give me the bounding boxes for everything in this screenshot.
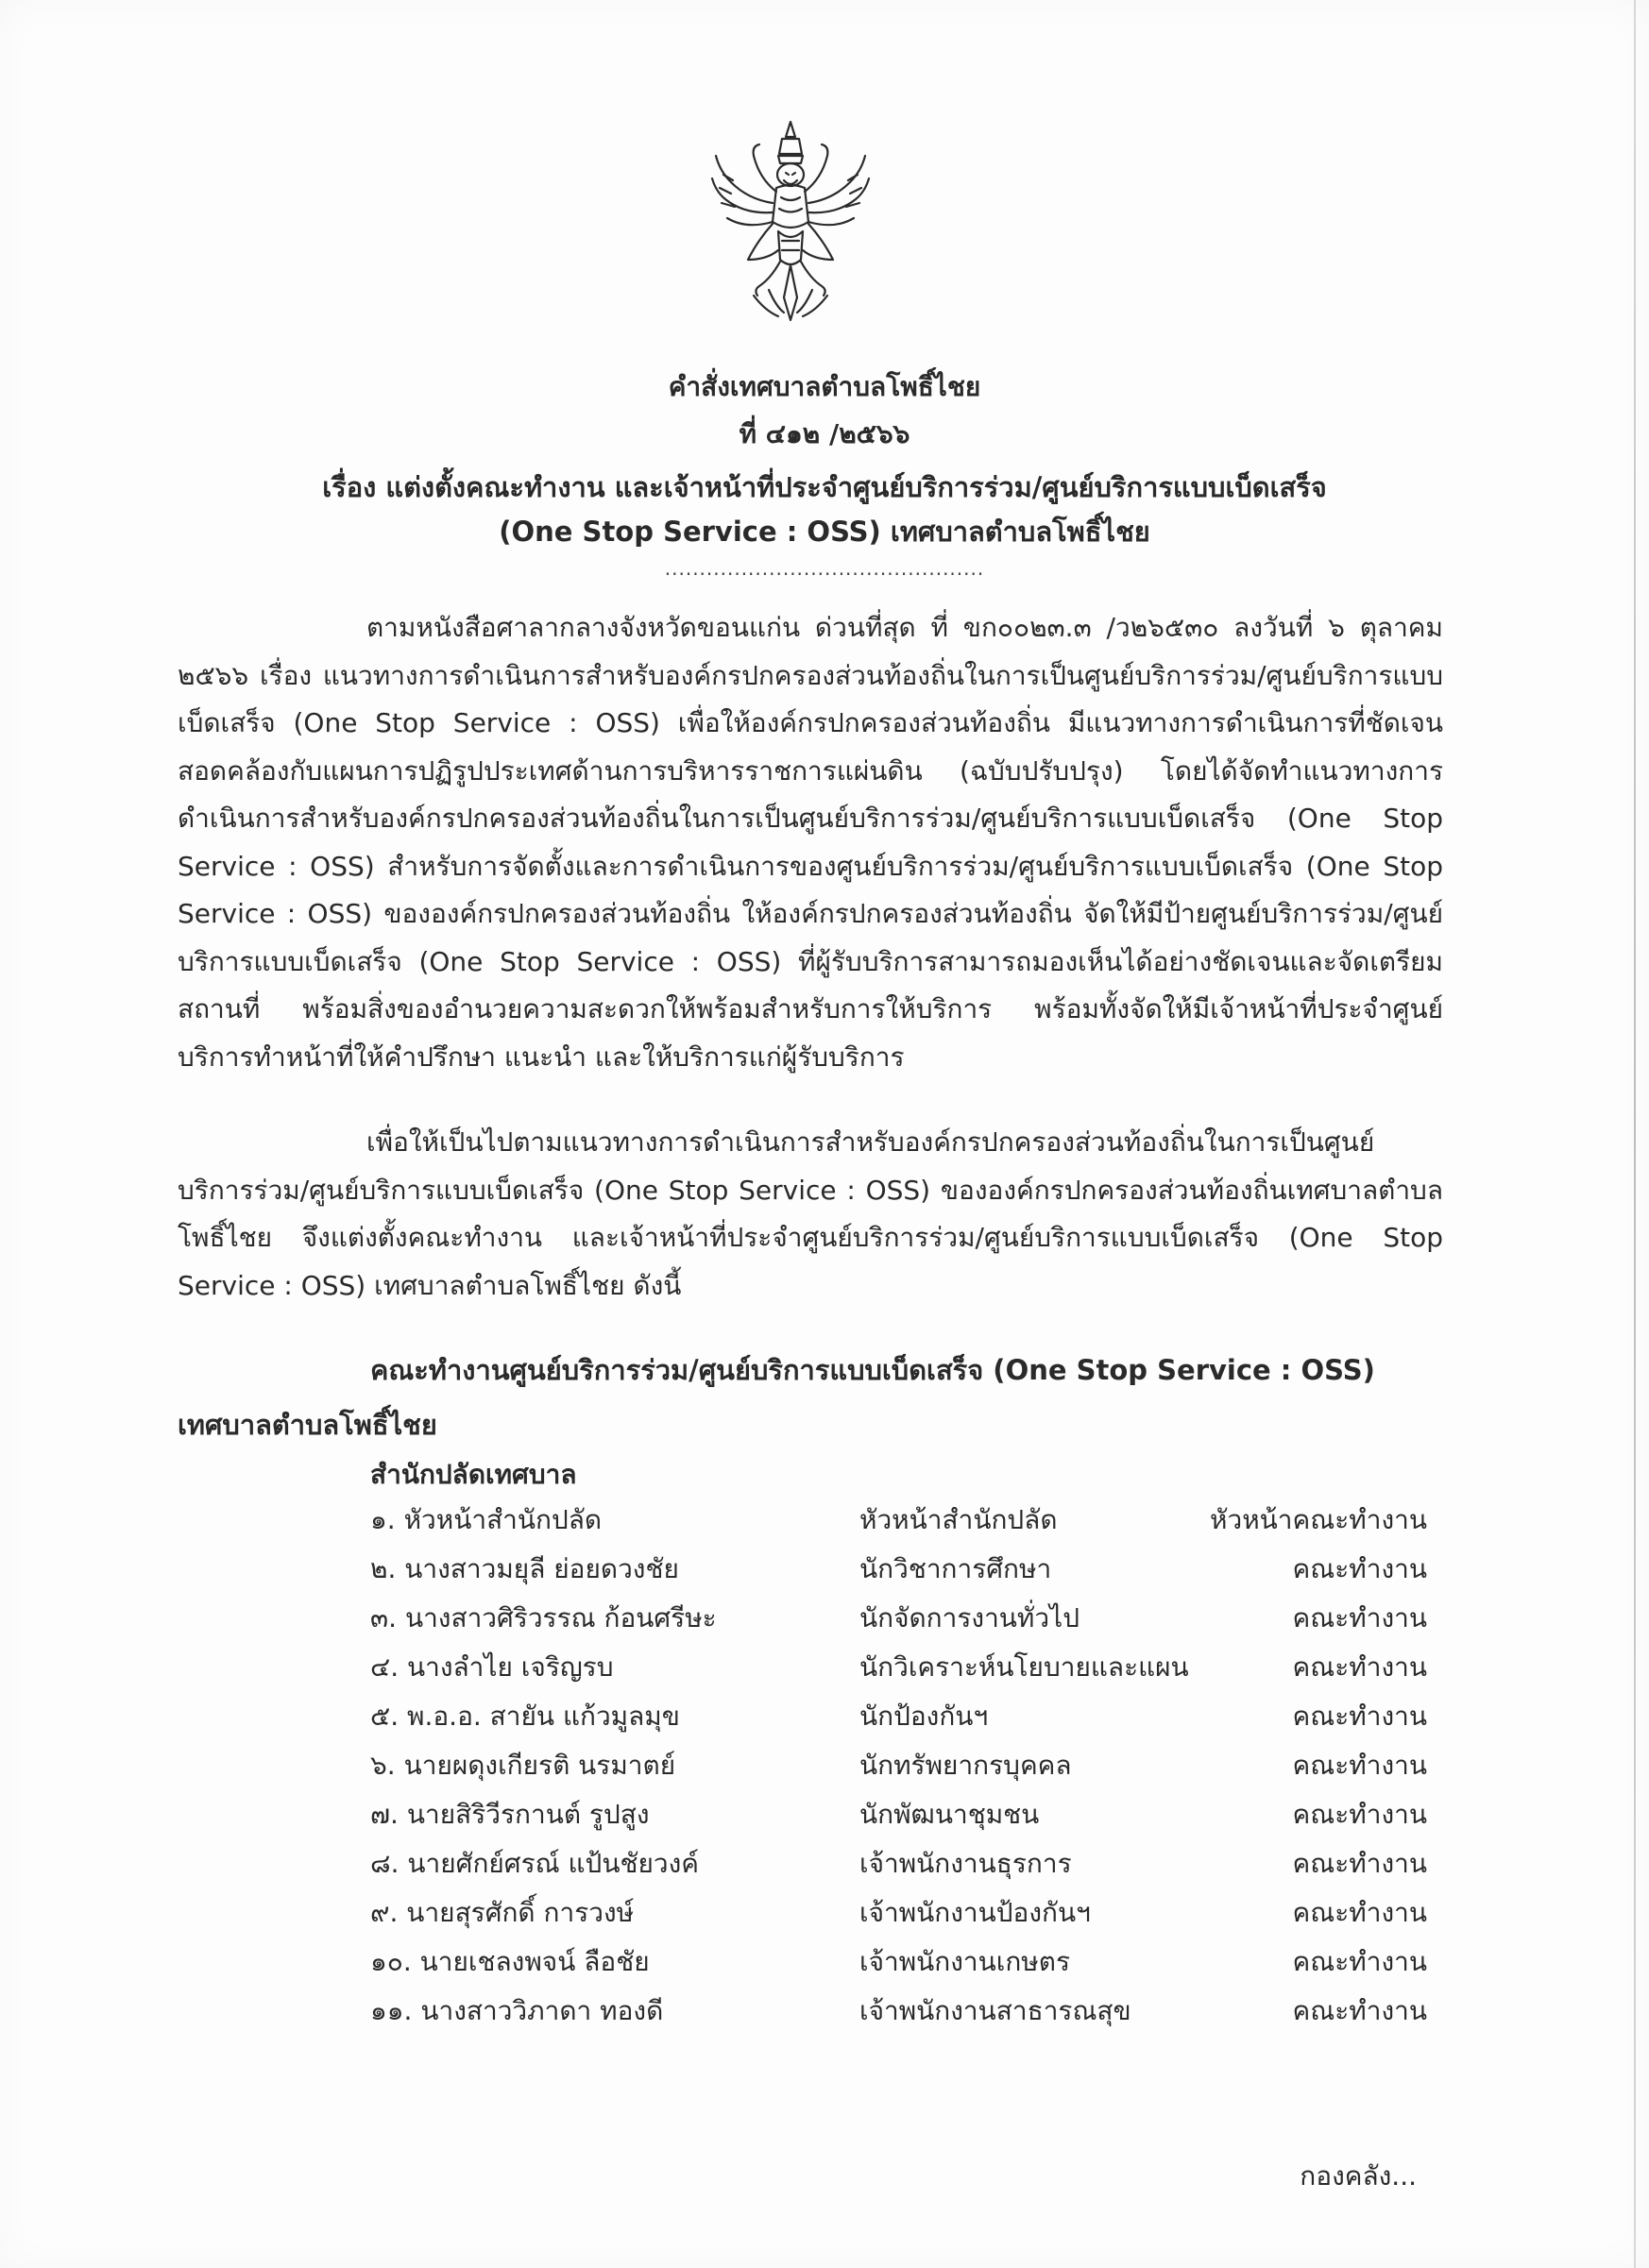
paragraph-reference: ตามหนังสือศาลากลางจังหวัดขอนแก่น ด่วนที่สุด ที่ ขก๐๐๒๓.๓ /ว๒๖๕๓๐ ลงวันที่ ๖ ตุลาคม ๒๕๖๖ เรื่อง แนวทางการดำเนินการสำหรับองค์กรปกครองส่วนท้องถิ่นในการเป็นศูนย์บริการร่วม/ศูนย์บริการแบบเบ็ดเสร็จ (One Stop Service : OSS) เพื่อให้องค์กรปกครองส่วนท้องถิ่น มีแนวทางการดำเนินการที่ชัดเจน สอดคล้องกับแผนการปฏิรูปประเทศด้านการบริหารราชการแผ่นดิน (ฉบับปรับปรุง) โดยได้จัดทำแนวทางการดำเนินการสำหรับองค์กรปกครองส่วนท้องถิ่นในการเป็นศูนย์บริการร่วม/ศูนย์บริการแบบเบ็ดเสร็จ (One Stop Service : OSS) สำหรับการจัดตั้งและการดำเนินการของศูนย์บริการร่วม/ศูนย์บริการแบบเบ็ดเสร็จ (One Stop Service : OSS) ขององค์กรปกครองส่วนท้องถิ่น ให้องค์กรปกครองส่วนท้องถิ่น จัดให้มีป้ายศูนย์บริการร่วม/ศูนย์บริการแบบเบ็ดเสร็จ (One Stop Service : OSS) ที่ผู้รับบริการสามารถมองเห็นได้อย่างชัดเจนและจัดเตรียมสถานที่ พร้อมสิ่งของอำนวยความสะดวกให้พร้อมสำหรับการให้บริการ พร้อมทั้งจัดให้มีเจ้าหน้าที่ประจำศูนย์บริการทำหน้าที่ให้คำปรึกษา แนะนำ และให้บริการแก่ผู้รับบริการ [178,612,1443,1073]
member-name: ๙. นายสุรศักดิ์ การวงษ์ [370,1897,635,1928]
member-row [0,1745,1649,1792]
member-name: ๓. นางสาวศิริวรรณ ก้อนศรีษะ [370,1602,717,1633]
member-role: คณะทำงาน [1292,1995,1427,2026]
office-heading: สำนักปลัดเทศบาล [370,1459,577,1490]
member-position: เจ้าพนักงานสาธารณสุข [859,1995,1131,2026]
member-position: หัวหน้าสำนักปลัด [859,1504,1058,1535]
team-heading: คณะทำงานศูนย์บริการร่วม/ศูนย์บริการแบบเบ็ดเสร็จ (One Stop Service : OSS) [370,1354,1375,1386]
member-role: คณะทำงาน [1292,1553,1427,1584]
member-role: คณะทำงาน [1292,1602,1427,1633]
garuda-emblem-icon [710,118,871,326]
member-name: ๖. นายผดุงเกียรติ นรมาตย์ [370,1750,676,1781]
member-position: นักวิชาการศึกษา [859,1553,1052,1584]
member-row [0,1892,1649,1939]
member-role: คณะทำงาน [1292,1651,1427,1683]
member-role: คณะทำงาน [1292,1897,1427,1928]
member-name: ๑๑. นางสาววิภาดา ทองดี [370,1995,664,2026]
order-title: คำสั่งเทศบาลตำบลโพธิ์ไชย [668,371,981,402]
member-row [0,1647,1649,1694]
continuation-note: กองคลัง... [1300,2160,1417,2192]
member-name: ๘. นายศักย์ศรณ์ แป้นชัยวงค์ [370,1848,699,1879]
member-row [0,1941,1649,1989]
subject-line-2: (One Stop Service : OSS) เทศบาลตำบลโพธิ์ไชย [499,516,1150,548]
member-name: ๑. หัวหน้าสำนักปลัด [370,1504,603,1535]
member-role: คณะทำงาน [1292,1799,1427,1830]
member-role: หัวหน้าคณะทำงาน [1210,1504,1427,1535]
member-row [0,1598,1649,1645]
team-heading-municipality: เทศบาลตำบลโพธิ์ไชย [178,1409,437,1441]
member-name: ๕. พ.อ.อ. สายัน แก้วมูลมุข [370,1701,680,1732]
member-role: คณะทำงาน [1292,1946,1427,1977]
separator-line: .............................................. [664,557,985,580]
member-position: เจ้าพนักงานป้องกันฯ [859,1897,1091,1928]
member-name: ๑๐. นายเชลงพจน์ ลือชัย [370,1946,650,1977]
member-row [0,1499,1649,1547]
member-row [0,1549,1649,1596]
member-role: คณะทำงาน [1292,1701,1427,1732]
member-row [0,1696,1649,1743]
member-position: นักจัดการงานทั่วไป [859,1602,1080,1633]
member-position: นักป้องกันฯ [859,1701,989,1732]
order-number: ที่ ๔๑๒ /๒๕๖๖ [739,418,910,449]
member-position: เจ้าพนักงานเกษตร [859,1946,1070,1977]
member-role: คณะทำงาน [1292,1750,1427,1781]
member-name: ๒. นางสาวมยุลี ย่อยดวงชัย [370,1553,679,1584]
paragraph-appointment: เพื่อให้เป็นไปตามแนวทางการดำเนินการสำหรับองค์กรปกครองส่วนท้องถิ่นในการเป็นศูนย์บริการร่วม/ศูนย์บริการแบบเบ็ดเสร็จ (One Stop Service : OSS) ขององค์กรปกครองส่วนท้องถิ่นเทศบาลตำบลโพธิ์ไชย จึงแต่งตั้งคณะทำงาน และเจ้าหน้าที่ประจำศูนย์บริการร่วม/ศูนย์บริการแบบเบ็ดเสร็จ (One Stop Service : OSS) เทศบาลตำบลโพธิ์ไชย ดังนี้ [178,1126,1443,1301]
member-position: นักวิเคราะห์นโยบายและแผน [859,1651,1189,1683]
member-position: นักทรัพยากรบุคคล [859,1750,1072,1781]
member-row [0,1990,1649,2038]
member-name: ๔. นางลำไย เจริญรบ [370,1651,614,1683]
member-position: นักพัฒนาชุมชน [859,1799,1040,1830]
member-name: ๗. นายสิริวีรกานต์ รูปสูง [370,1799,650,1830]
member-row [0,1843,1649,1890]
subject-line-1: เรื่อง แต่งตั้งคณะทำงาน และเจ้าหน้าที่ประจำศูนย์บริการร่วม/ศูนย์บริการแบบเบ็ดเสร็จ [322,471,1327,503]
member-position: เจ้าพนักงานธุรการ [859,1848,1072,1879]
member-role: คณะทำงาน [1292,1848,1427,1879]
member-row [0,1794,1649,1841]
